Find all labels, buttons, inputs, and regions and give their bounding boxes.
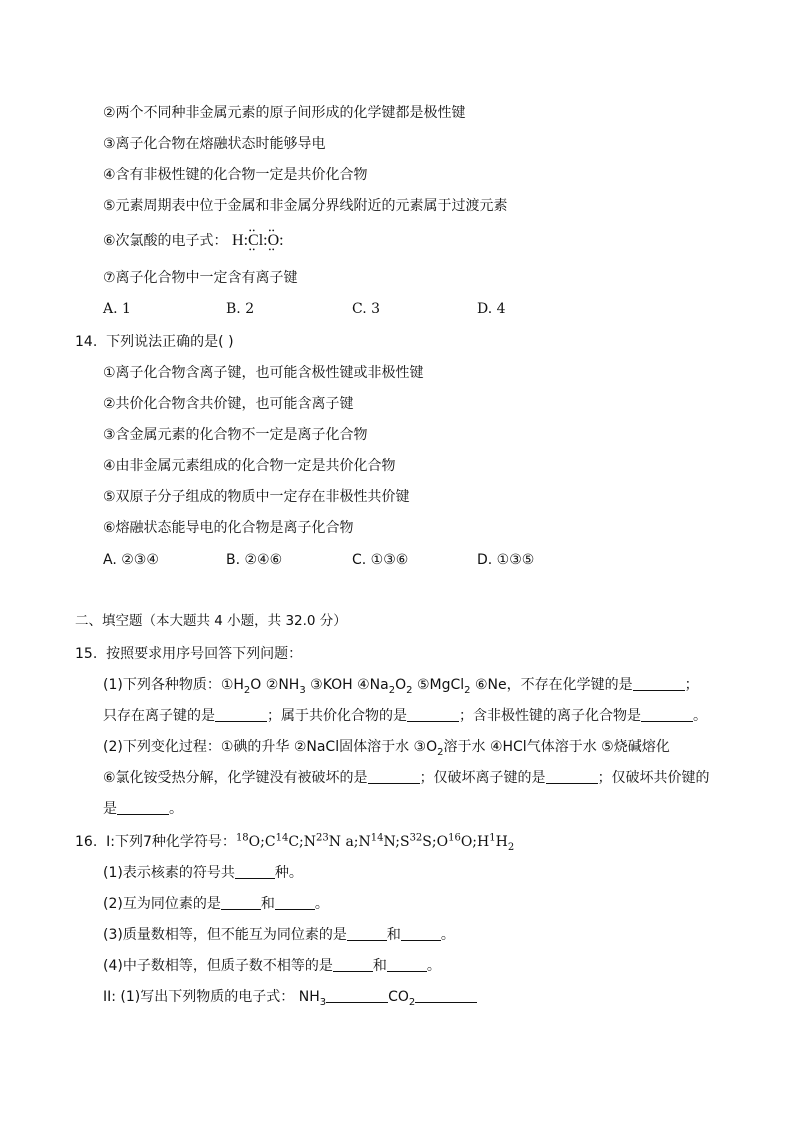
subscript: 2 [243,684,251,696]
text: ； [684,677,699,693]
q16-part3 [103,925,455,945]
q13-option-a[interactable]: A. 1 [103,301,131,317]
formula-cl: •• Cl •• [248,231,263,251]
symbol: O; [460,834,478,850]
answer-blank[interactable] [347,926,387,941]
q14-stem-line [75,332,234,352]
mass-number: 14 [275,832,289,844]
subscript: 2 [507,841,515,853]
subscript: 2 [408,996,416,1008]
q16-part-i-label: I:下列7种化学符号： [106,834,236,850]
text: 和 [386,927,401,943]
text: ；含非极性键的离子化合物是 [459,708,641,724]
q13-statement-3: ③离子化合物在熔融状态时能够导电 [103,136,326,152]
q13-statement-7: ⑦离子化合物中一定含有离子键 [103,270,298,286]
subscript: 3 [299,684,306,696]
text: 。 [440,927,455,943]
text: II: (1)写出下列物质的电子式： [103,989,295,1005]
answer-blank[interactable] [275,895,315,910]
text: (4)中子数相等，但质子数不相等的是 [103,958,333,974]
text: ⑥Ne，不存在化学键的是 [470,677,633,693]
text: 溶于水 ④HCl气体溶于水 ⑤烧碱熔化 [443,739,670,755]
symbol: S [399,834,410,850]
q13-statement-4: ④含有非极性键的化合物一定是共价化合物 [103,167,368,183]
answer-blank[interactable] [326,988,388,1003]
text: (2)互为同位素的是 [103,896,221,912]
q14-statement-6: ⑥熔融状态能导电的化合物是离子化合物 [103,520,354,536]
text: CO [388,989,409,1005]
answer-blank[interactable] [415,988,477,1003]
subscript: 2 [464,684,471,696]
answer-blank[interactable] [333,957,373,972]
q13-statement-6-label: ⑥次氯酸的电子式： [103,233,228,249]
nuclide-symbols [235,832,515,853]
q15-part2-line1 [103,737,670,757]
symbol: C; [288,834,304,850]
answer-blank[interactable] [407,707,459,722]
q14-option-b[interactable]: B. ②④⑥ [226,552,283,568]
text: (1)下列各种物质：①H [103,677,244,693]
hypochlorous-electron-formula [232,232,284,249]
mass-number: 14 [370,832,384,844]
mass-number: 23 [316,832,329,844]
text: NH [298,989,320,1005]
q13-option-b[interactable]: B. 2 [226,301,255,317]
q15-stem-line [75,644,302,664]
text: 。 [169,801,183,817]
answer-blank[interactable] [215,707,267,722]
symbol: N; [383,834,400,850]
q15-part2-line3 [103,799,183,819]
q15-number: 15. [75,646,98,662]
text: ；仅破坏共价键的 [597,770,710,786]
q14-option-d[interactable]: D. ①③⑤ [477,552,535,568]
q15-part2-line2 [103,768,710,788]
subscript: 2 [437,746,444,758]
q16-part1 [103,863,303,883]
text: (2)下列变化过程：①碘的升华 ②NaCl固体溶于水 ③O [103,739,438,755]
text: 种。 [274,865,303,881]
mass-number: 32 [409,832,423,844]
mass-number: 16 [448,832,461,844]
q13-option-c[interactable]: C. 3 [352,301,381,317]
q13-statement-2: ②两个不同种非金属元素的原子间形成的化学键都是极性键 [103,105,466,121]
text: ⑥氯化铵受热分解，化学键没有被破坏的是 [103,770,368,786]
text: (1)表示核素的符号共 [103,865,235,881]
symbol: C [264,834,276,850]
q14-statement-2: ②共价化合物含共价键，也可能含离子键 [103,396,354,412]
section-title: 二、填空题（本大题共 4 小题，共 32.0 分） [75,613,347,629]
formula-h: H: [232,232,249,249]
subscript: 2 [388,684,396,696]
symbol: H [495,834,508,850]
q15-stem: 按照要求用序号回答下列问题： [106,646,303,662]
q16-number: 16. [75,834,98,850]
q14-statement-4: ④由非金属元素组成的化合物一定是共价化合物 [103,458,396,474]
text: 和 [372,958,387,974]
q13-statement-6 [103,231,284,251]
text: 和 [260,896,275,912]
q14-statement-3: ③含金属元素的化合物不一定是离子化合物 [103,427,368,443]
q14-statement-5: ⑤双原子分子组成的物质中一定存在非极性共价键 [103,489,410,505]
text: 是 [103,801,117,817]
symbol: N [303,834,317,850]
formula-end: : [279,232,284,249]
q15-part1-line2 [103,706,707,726]
q15-part1-line1 [103,675,699,695]
q16-part4 [103,956,441,976]
text: 。 [693,708,707,724]
q13-option-d[interactable]: D. 4 [477,301,506,317]
q14-statement-1: ①离子化合物含离子键，也可能含极性键或非极性键 [103,365,424,381]
q14-option-a[interactable]: A. ②③④ [103,552,159,568]
text: ⑤MgCl [412,677,465,693]
text: ；仅破坏离子键的是 [419,770,546,786]
q16-part2 [103,894,329,914]
q13-options [103,299,603,319]
symbol: N [358,834,371,850]
subscript: 2 [406,684,413,696]
answer-blank[interactable] [387,957,427,972]
q14-number: 14. [75,334,98,350]
answer-blank[interactable] [546,769,598,784]
q14-stem: 下列说法正确的是( ) [106,334,234,350]
symbol: S; [422,834,437,850]
mass-number: 18 [235,832,249,844]
answer-blank[interactable] [633,676,685,691]
q16-stem-line [75,832,514,852]
q13-statement-5: ⑤元素周期表中位于金属和非金属分界线附近的元素属于过渡元素 [103,198,508,214]
q16-part-ii [103,987,477,1007]
symbol: N a; [328,834,359,850]
symbol: O [436,834,449,850]
text: ③KOH ④Na [305,677,389,693]
q14-options [103,550,623,570]
answer-blank[interactable] [235,864,275,879]
text: 只存在离子键的是 [103,708,215,724]
answer-blank[interactable] [117,800,169,815]
mass-number: 1 [489,832,496,844]
text: O ②NH [250,677,300,693]
answer-blank[interactable] [641,707,693,722]
answer-blank[interactable] [401,926,441,941]
symbol: H [477,834,490,850]
answer-blank[interactable] [368,769,420,784]
text: 。 [426,958,441,974]
answer-blank[interactable] [221,895,261,910]
text: (3)质量数相等，但不能互为同位素的是 [103,927,347,943]
text: 。 [314,896,329,912]
text: O [395,677,407,693]
symbol: O; [248,834,265,850]
text: ；属于共价化合物的是 [267,708,407,724]
q14-option-c[interactable]: C. ①③⑥ [352,552,409,568]
subscript: 3 [319,996,327,1008]
formula-sep: : [263,232,268,249]
formula-o: •• O •• [268,231,280,251]
